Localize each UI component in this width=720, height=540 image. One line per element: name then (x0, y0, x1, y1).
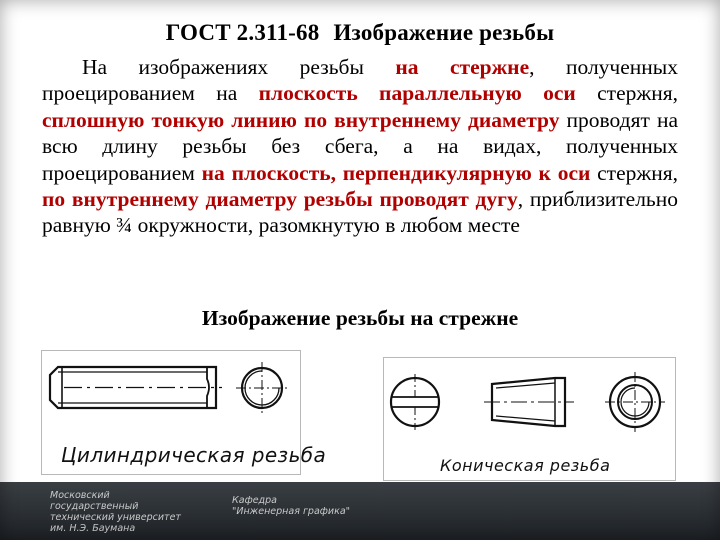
text-segment: стержня, (590, 160, 678, 185)
highlight-perpendicular-plane: на плоскость, перпендикулярную к оси (201, 160, 591, 185)
figures-subtitle: Изображение резьбы на стрежне (201, 306, 519, 330)
department-name (232, 495, 372, 517)
university-line: Московский государственный (50, 490, 139, 512)
text-segment: На изображениях резьбы (82, 55, 396, 79)
conical-screw-slot-view (391, 374, 439, 430)
text-segment: , полученных проецированием на (42, 55, 678, 106)
highlight-on-rod: на стержне (395, 55, 530, 79)
highlight-thin-line: сплошную тонкую линию по внутреннему диаметру (42, 107, 560, 132)
text-segment: проводят на всю длину резьбы без сбега, а на видах, полученных проецированием (42, 107, 678, 185)
cylindrical-screw-side-view (50, 367, 222, 408)
department-line: "Инженерная графика" (232, 506, 351, 517)
cylindrical-screw-end-view (236, 362, 288, 414)
university-line: им. Н.Э. Баумана (50, 523, 136, 534)
university-line: технический университет (50, 512, 181, 523)
text-segment: стержня, (575, 81, 678, 106)
text-segment: , приблизительно равную ¾ окружности, разомкнутую в любом месте (42, 187, 678, 238)
conical-screw-side-view (484, 378, 574, 426)
department-line: Кафедра (232, 495, 277, 506)
highlight-parallel-plane: плоскость параллельную оси (258, 81, 576, 106)
university-name (50, 490, 190, 534)
conical-screw-end-view (605, 372, 665, 432)
conical-thread-caption: Коническая резьба (440, 456, 611, 475)
title-topic: Изображение резьбы (333, 20, 555, 45)
cylindrical-thread-caption: Цилиндрическая резьба (61, 443, 327, 467)
title-gost: ГОСТ 2.311-68 (165, 20, 320, 45)
highlight-arc: по внутреннему диаметру резьбы проводят дугу (42, 187, 518, 212)
